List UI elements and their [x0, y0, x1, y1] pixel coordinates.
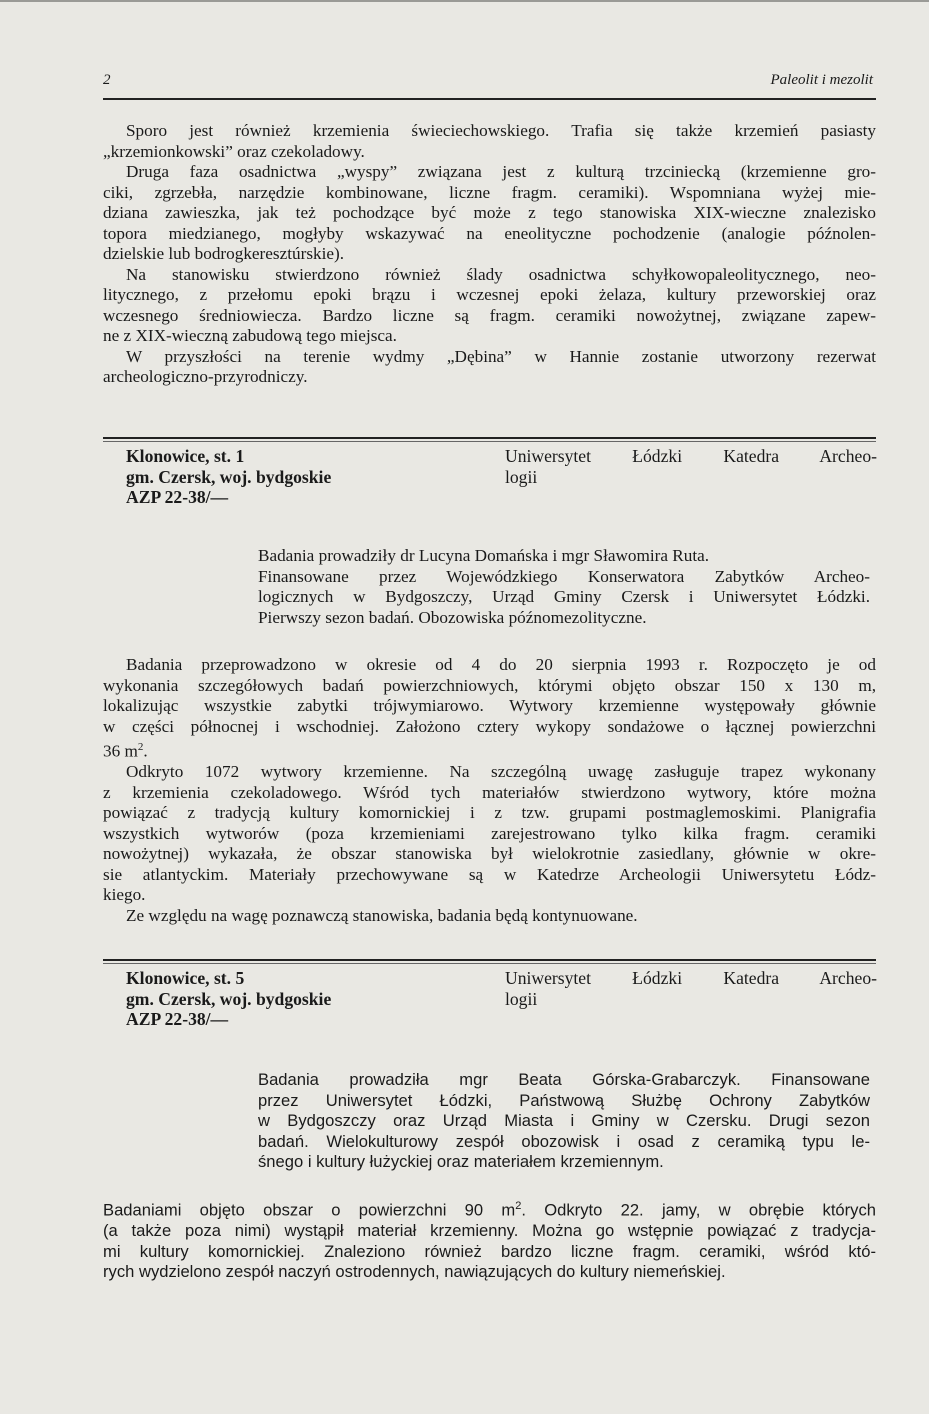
text-line: topora miedzianego, mogłyby wskazywać na eneolityczne pochodzenie (analogie późnolen-	[103, 223, 876, 243]
text-line: w części północnej i wschodniej. Założono cztery wykopy sondażowe o łącznej powierzchni	[103, 716, 876, 736]
text-line	[103, 1196, 876, 1221]
text-line: powiązać z tradycją kultury komornickiej i z tzw. grupami postmaglemoskimi. Planigrafia	[103, 803, 876, 823]
institution	[505, 968, 877, 1009]
text-line: ciki, zgrzebła, narzędzie kombinowane, liczne fragm. ceramiki). Wspomniana wyżej mie-	[103, 182, 876, 202]
site-azp: AZP 22-38/—	[126, 487, 229, 507]
scan-top-edge	[0, 0, 929, 2]
text-line	[103, 737, 876, 762]
text-line: W przyszłości na terenie wydmy „Dębina” w Hannie zostanie utworzony rezerwat	[126, 346, 876, 366]
summary-line: badań. Wielokulturowy zespół obozowisk i osad z ceramiką typu le-	[258, 1131, 870, 1151]
site-azp: AZP 22-38/—	[126, 1009, 229, 1029]
summary-line: Badania prowadziła mgr Beata Górska-Grabarczyk. Finansowane	[258, 1070, 870, 1089]
text-line: wczesnego średniowiecza. Bardzo liczne są fragm. ceramiki nowożytnej, związane zapew-	[103, 305, 876, 325]
text-line: nowożytnej) wykazała, że obszar stanowiska był wielokrotnie zasiedlany, głównie w okre-	[103, 844, 876, 864]
entry-summary	[258, 1070, 870, 1173]
superscript: 2	[137, 741, 144, 753]
entry-separator	[103, 437, 876, 439]
summary-line: logicznych w Bydgoszczy, Urząd Gminy Czersk i Uniwersytet Łódzki.	[258, 587, 870, 606]
text-line: dziana zawieszka, jak też pochodzące być może z tego stanowiska XIX-wieczne znalezisko	[103, 203, 876, 222]
running-title: Paleolit i mezolit	[770, 72, 873, 88]
text-line: litycznego, z przełomu epoki brązu i wczesnej epoki żelaza, kultury przeworskiej oraz	[103, 285, 876, 304]
text-fragment: .	[143, 741, 148, 761]
text-line: (a także poza nimi) wystąpił materiał krzemienny. Można go wstępnie powiązać z tradycja-	[103, 1221, 876, 1241]
summary-line: Finansowane przez Wojewódzkiego Konserwatora Zabytków Archeo-	[258, 566, 870, 586]
text-line: Odkryto 1072 wytwory krzemienne. Na szczególną uwagę zasługuje trapez wykonany	[126, 762, 876, 782]
text-line: Na stanowisku stwierdzono również ślady osadnictwa schyłkowopaleolitycznego, neo-	[126, 264, 876, 284]
entry-summary	[258, 546, 870, 628]
site-heading	[126, 446, 331, 508]
text-line: „krzemionkowski” oraz czekoladowy.	[103, 141, 365, 161]
text-fragment: . Odkryto 22. jamy, w obrębie których	[521, 1200, 877, 1220]
text-line: archeologiczno-przyrodniczy.	[103, 367, 308, 386]
site-name: Klonowice, st. 5	[126, 968, 245, 988]
text-line: sie atlantyckim. Materiały przechowywane są w Katedrze Archeologii Uniwersytetu Łódz-	[103, 864, 876, 884]
summary-line: śnego i kultury łużyckiej oraz materiałem krzemiennym.	[258, 1152, 664, 1171]
institution	[505, 446, 877, 487]
site-admin: gm. Czersk, woj. bydgoskie	[126, 988, 332, 1009]
site-heading	[126, 968, 331, 1030]
summary-line: Badania prowadziły dr Lucyna Domańska i mgr Sławomira Ruta.	[258, 546, 710, 565]
text-line: mi kultury komornickiej. Znaleziono również bardzo liczne fragm. ceramiki, wśród któ-	[103, 1241, 876, 1261]
institution-line: logii	[505, 988, 538, 1009]
text-line: Sporo jest również krzemienia świeciechowskiego. Trafia się także krzemień pasiasty	[126, 121, 876, 140]
summary-line: Pierwszy sezon badań. Obozowiska późnomezolityczne.	[258, 607, 647, 627]
site-admin: gm. Czersk, woj. bydgoskie	[126, 466, 332, 487]
institution-line: Uniwersytet Łódzki Katedra Archeo-	[505, 968, 877, 988]
header-rule	[103, 98, 876, 100]
text-line: Ze względu na wagę poznawczą stanowiska, badania będą kontynuowane.	[126, 905, 638, 925]
text-line: wykonania szczegółowych badań powierzchniowych, którymi objęto obszar 150 x 130 m,	[103, 675, 876, 695]
site-name: Klonowice, st. 1	[126, 446, 245, 466]
page-number: 2	[103, 72, 111, 88]
text-line: dzielskie lub bodrogkeresztúrskie).	[103, 244, 345, 263]
intro-text	[103, 121, 876, 388]
entry-separator	[103, 959, 876, 961]
entry-body	[103, 655, 876, 926]
summary-line: w Bydgoszczy oraz Urząd Miasta i Gminy w Czersku. Drugi sezon	[258, 1111, 870, 1130]
text-fragment: 36 m	[103, 741, 138, 761]
text-line: Badania przeprowadzono w okresie od 4 do 20 sierpnia 1993 r. Rozpoczęto je od	[126, 655, 876, 674]
entry-body	[103, 1196, 876, 1283]
institution-line: logii	[505, 466, 538, 487]
text-line: rych wydzielono zespół naczyń ostrodennych, nawiązujących do kultury niemeńskiej.	[103, 1262, 726, 1282]
text-line: Druga faza osadnictwa „wyspy” związana jest z kulturą trzciniecką (krzemienne gro-	[126, 162, 876, 181]
text-line: z krzemienia czekoladowego. Wśród tych materiałów stwierdzono wytwory, które można	[103, 782, 876, 802]
text-line: lokalizując wszystkie zabytki trójwymiarowo. Wytwory krzemienne występowały głównie	[103, 696, 876, 715]
entry-separator-thin	[103, 963, 876, 964]
text-fragment: Badaniami objęto obszar o powierzchni 90 m	[103, 1200, 516, 1220]
text-line: wszystkich wytworów (poza krzemieniami zarejestrowano tylko kilka fragm. ceramiki	[103, 823, 876, 843]
text-line: ne z XIX-wieczną zabudową tego miejsca.	[103, 326, 397, 345]
institution-line: Uniwersytet Łódzki Katedra Archeo-	[505, 446, 877, 466]
superscript: 2	[515, 1200, 522, 1212]
text-line: kiego.	[103, 885, 146, 905]
entry-separator-thin	[103, 441, 876, 442]
summary-line: przez Uniwersytet Łódzki, Państwową Służbę Ochrony Zabytków	[258, 1090, 870, 1110]
